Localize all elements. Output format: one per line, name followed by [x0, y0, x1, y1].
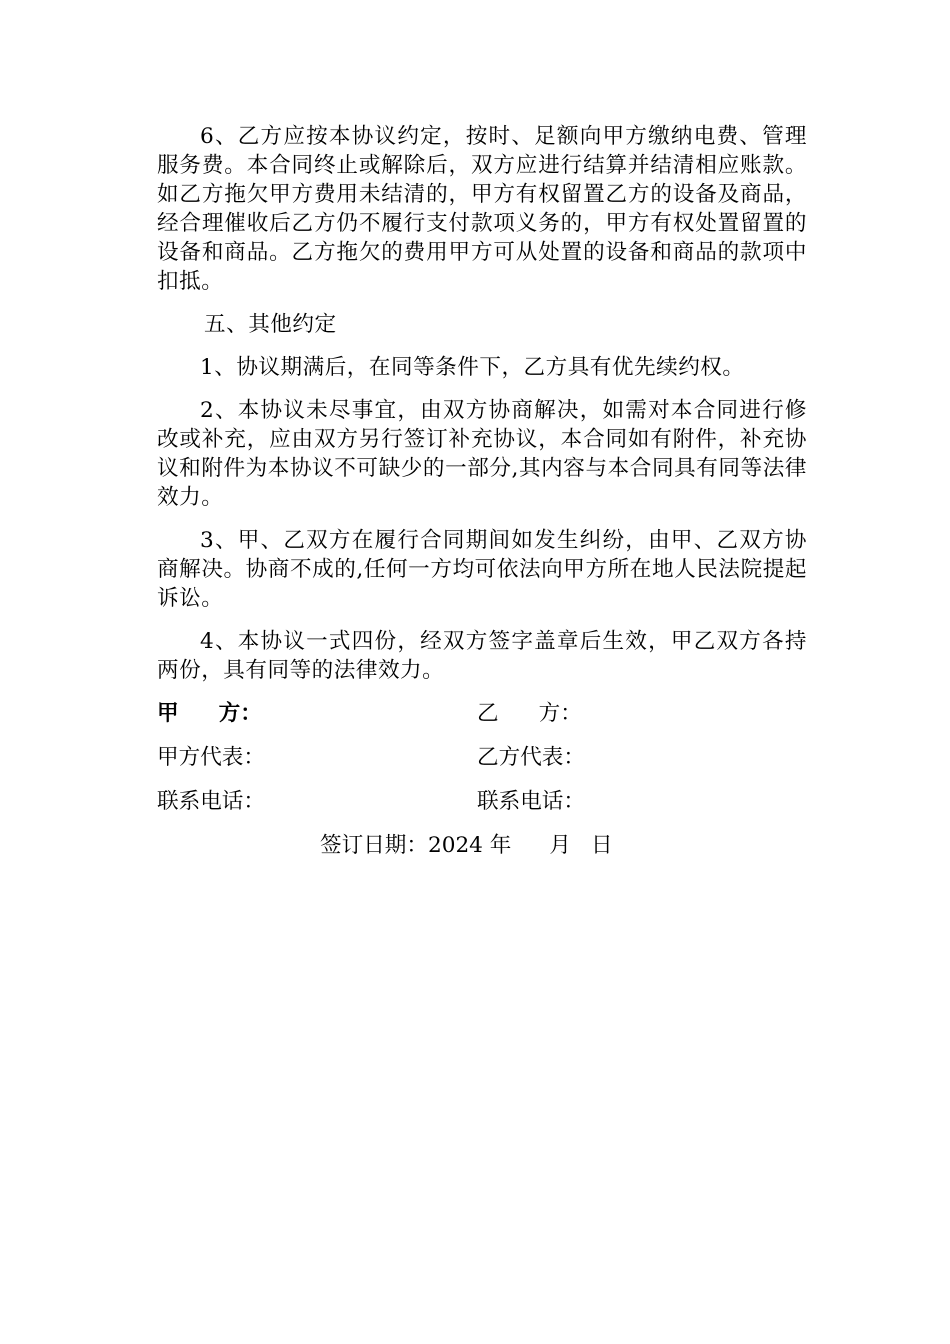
party-b-phone: 联系电话：	[477, 789, 585, 814]
other-term-3: 3、甲、乙双方在履行合同期间如发生纠纷，由甲、乙双方协商解决。协商不成的,任何一方均可依法向甲方所在地人民法院提起诉讼。	[157, 528, 807, 611]
signing-date-label: 签订日期：2024 年	[320, 833, 512, 858]
party-a-char2: 方：	[218, 701, 262, 726]
party-a-representative: 甲方代表：	[157, 745, 265, 770]
signing-date-row	[157, 831, 807, 867]
party-b-char1: 乙	[477, 701, 499, 726]
other-term-1: 1、协议期满后，在同等条件下，乙方具有优先续约权。	[200, 355, 745, 380]
party-row	[157, 699, 807, 743]
other-term-2: 2、本协议未尽事宜，由双方协商解决，如需对本合同进行修改或补充，应由双方另行签订补充协议，本合同如有附件，补充协议和附件为本协议不可缺少的一部分,其内容与本合同具有同等法律效力。	[157, 398, 807, 510]
party-a-label	[157, 699, 262, 729]
phone-row	[157, 787, 807, 831]
party-b-char2: 方：	[538, 701, 582, 726]
signing-date-month: 月	[549, 833, 571, 858]
party-b-label	[477, 699, 582, 729]
other-term-4: 4、本协议一式四份，经双方签字盖章后生效，甲乙双方各持两份，具有同等的法律效力。	[157, 629, 807, 683]
signing-date	[320, 831, 613, 861]
party-b-representative: 乙方代表：	[477, 745, 585, 770]
party-a-char1: 甲	[157, 701, 179, 726]
signing-date-day: 日	[591, 833, 613, 858]
representative-row	[157, 743, 807, 787]
contract-body	[157, 122, 807, 867]
clause-6: 6、乙方应按本协议约定，按时、足额向甲方缴纳电费、管理服务费。本合同终止或解除后，双方应进行结算并结清相应账款。如乙方拖欠甲方费用未结清的，甲方有权留置乙方的设备及商品，经合理催收后乙方仍不履行支付款项义务的，甲方有权处置留置的设备和商品。乙方拖欠的费用甲方可从处置的设备和商品的款项中扣抵。	[157, 124, 807, 294]
party-a-phone: 联系电话：	[157, 789, 265, 814]
section-5-heading: 五、其他约定	[204, 312, 337, 337]
